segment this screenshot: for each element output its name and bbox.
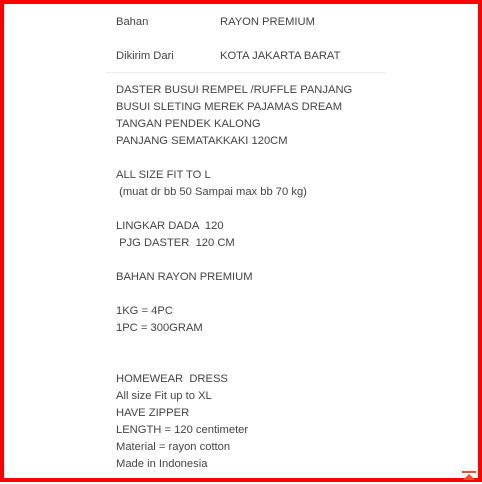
description-line: 1PC = 300GRAM (116, 322, 203, 334)
description-line: HOMEWEAR DRESS (116, 373, 228, 385)
blank-line (116, 201, 352, 218)
scroll-to-top-icon[interactable] (462, 471, 476, 481)
description-line: All size Fit up to XL (116, 390, 212, 402)
description-line: TANGAN PENDEK KALONG (116, 118, 261, 130)
description-line: BUSUI SLETING MEREK PAJAMAS DREAM (116, 101, 343, 113)
description-line: LENGTH = 120 centimeter (116, 424, 249, 436)
product-details-panel (116, 4, 478, 478)
description-line: PANJANG SEMATAKKAKI 120CM (116, 135, 288, 147)
description-line: ALL SIZE FIT TO L (116, 169, 211, 181)
description-line: (muat dr bb 50 Sampai max bb 70 kg) (116, 186, 307, 198)
description-line: Made in Indonesia (116, 458, 208, 470)
blank-line (116, 150, 352, 167)
product-description (116, 82, 352, 473)
blank-line (116, 286, 352, 303)
blank-line (116, 337, 352, 354)
spec-label: Bahan (116, 16, 149, 28)
blank-line (116, 252, 352, 269)
description-line: Material = rayon cotton (116, 441, 231, 453)
description-line: 1KG = 4PC (116, 305, 173, 317)
description-line: PJG DASTER 120 CM (116, 237, 235, 249)
description-line: DASTER BUSUI REMPEL /RUFFLE PANJANG (116, 84, 353, 96)
description-line: HAVE ZIPPER (116, 407, 190, 419)
section-divider (106, 72, 386, 73)
blank-line (116, 354, 352, 371)
description-line: BAHAN RAYON PREMIUM (116, 271, 253, 283)
spec-value: KOTA JAKARTA BARAT (220, 50, 341, 62)
spec-value: RAYON PREMIUM (220, 16, 315, 28)
spec-label: Dikirim Dari (116, 50, 174, 62)
description-line: LINGKAR DADA 120 (116, 220, 224, 232)
